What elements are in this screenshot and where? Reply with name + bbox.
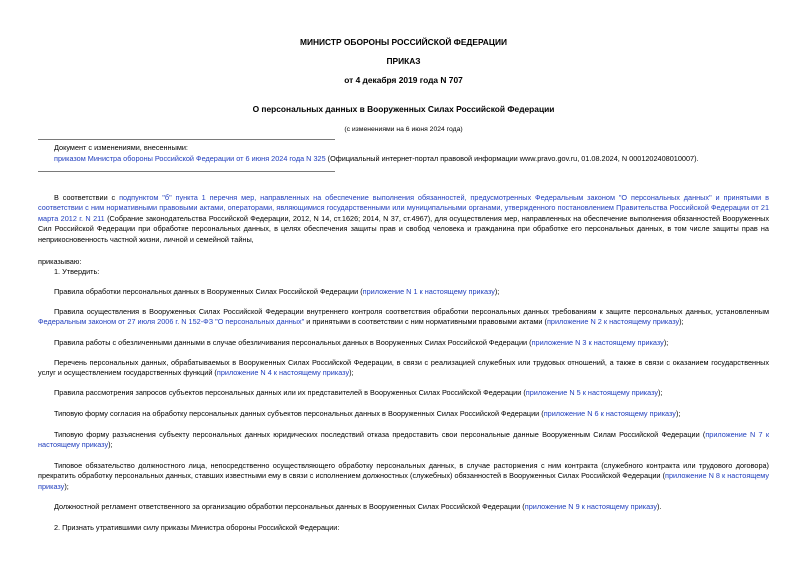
item-2-heading: 2. Признать утратившими силу приказы Министра обороны Российской Федерации: <box>54 523 340 532</box>
approved-item-7: Типовую форму разъяснения субъекту персональных данных юридических последствий отказа предоставить свои персональные данные Вооруженным Силам Российской Федерации (приложение N 7 к настоящему приказу); <box>38 430 770 450</box>
approved-item-4: Перечень персональных данных, обрабатываемых в Вооруженных Силах Российской Федерации, в связи с реализацией служебных или трудовых отношений, а также в связи с оказанием государственных услуг и осуществлением государственных функций (приложение N 4 к настоящему приказу); <box>38 358 769 378</box>
approved-item-1: Правила обработки персональных данных в Вооруженных Силах Российской Федерации (приложение N 1 к настоящему приказу); <box>54 287 500 296</box>
divider-top <box>38 139 335 140</box>
amendment-source: (Официальный интернет-портал правовой информации www.pravo.gov.ru, 01.08.2024, N 0001202408010007). <box>325 154 699 163</box>
appendix-6-link[interactable]: приложение N 6 к настоящему приказу <box>543 409 676 418</box>
authority-heading: МИНИСТР ОБОРОНЫ РОССИЙСКОЙ ФЕДЕРАЦИИ <box>299 37 508 47</box>
approved-item-2: Правила осуществления в Вооруженных Силах Российской Федерации внутреннего контроля соответствия обработки персональных данных требованиям к защите персональных данных, установленным Федеральным законом от 27 июля 2006 г. N 152-ФЗ "О персональных данных" и принятыми в соответствии с ним нормативными правовыми актами (приложение N 2 к настоящему приказу); <box>38 307 769 327</box>
divider-bottom <box>38 171 335 172</box>
appendix-1-link[interactable]: приложение N 1 к настоящему приказу <box>362 287 495 296</box>
appendix-9-link[interactable]: приложение N 9 к настоящему приказу <box>524 502 657 511</box>
preamble-paragraph <box>38 193 769 245</box>
appendix-4-link[interactable]: приложение N 4 к настоящему приказу <box>216 368 350 378</box>
order-word: приказываю: <box>38 257 82 266</box>
appendix-2-link[interactable]: приложение N 2 к настоящему приказу <box>546 317 680 327</box>
approved-item-5: Правила рассмотрения запросов субъектов персональных данных или их представителей в Вооруженных Силах Российской Федерации (приложение N 5 к настоящему приказу); <box>54 388 663 397</box>
appendix-7-link[interactable]: приложение N 7 к настоящему приказу <box>38 430 770 450</box>
appendix-8-link[interactable]: приложение N 8 к настоящему приказу <box>38 471 769 491</box>
appendix-5-link[interactable]: приложение N 5 к настоящему приказу <box>525 388 659 397</box>
revision-note: (с изменениями на 6 июня 2024 года) <box>344 126 463 133</box>
preamble-link[interactable]: подпунктом "б" пункта 1 перечня мер, направленных на обеспечение выполнения обязанностей, предусмотренных Федеральным законом "О персональных данных" и принятыми в соответствии с ним нормативными правовыми актами, операторами, являющимися государственными или муниципальными органами, утвержденного постановлением Правительства Российской Федерации от 21 марта 2012 г. N 211 <box>38 193 769 223</box>
amendments-intro: Документ с изменениями, внесенными: <box>54 143 188 152</box>
item-1-heading: 1. Утвердить: <box>54 267 100 276</box>
date-number-heading: от 4 декабря 2019 года N 707 <box>344 75 463 85</box>
approved-item-3: Правила работы с обезличенными данными в случае обезличивания персональных данных в Вооруженных Силах Российской Федерации (приложение N 3 к настоящему приказу); <box>54 338 669 347</box>
appendix-3-link[interactable]: приложение N 3 к настоящему приказу <box>531 338 664 347</box>
doc-type-heading: ПРИКАЗ <box>386 56 421 66</box>
amendments-line <box>54 154 699 164</box>
amendment-link[interactable]: приказом Министра обороны Российской Федерации от 6 июня 2024 года N 325 <box>54 154 326 163</box>
preamble-text-2: (Собрание законодательства Российской Федерации, 2012, N 14, ст.1626; 2014, N 37, ст.4967), для осуществления мер, направленных на обеспечение выполнения обязанностей Вооруженных Сил Российской Федерации при обработке персональных данных, в целях обеспечения защиты прав и свобод человека и гражданина при обработке его персональных данных, в том числе защиты прав на неприкосновенность частной жизни, личной и семейной тайны, <box>38 213 769 244</box>
document-title: О персональных данных в Вооруженных Силах Российской Федерации <box>252 104 555 114</box>
approved-item-9: Должностной регламент ответственного за организацию обработки персональных данных в Вооруженных Силах Российской Федерации (приложение N 9 к настоящему приказу). <box>54 502 662 511</box>
preamble-text-1: В соответствии с <box>54 193 120 202</box>
approved-item-6: Типовую форму согласия на обработку персональных данных субъектов персональных данных в Вооруженных Силах Российской Федерации (приложение N 6 к настоящему приказу); <box>54 409 681 418</box>
federal-law-link[interactable]: Федеральным законом от 27 июля 2006 г. N 152-ФЗ "О персональных данных" <box>38 317 305 327</box>
approved-item-8: Типовое обязательство должностного лица, непосредственно осуществляющего обработку персональных данных, в случае расторжения с ним контракта (служебного контракта или трудового договора) прекратить обработку персональных данных, ставших известными ему в связи с исполнением должностных (служебных) обязанностей в Вооруженных Силах Российской Федерации (приложение N 8 к настоящему приказу); <box>38 461 769 491</box>
